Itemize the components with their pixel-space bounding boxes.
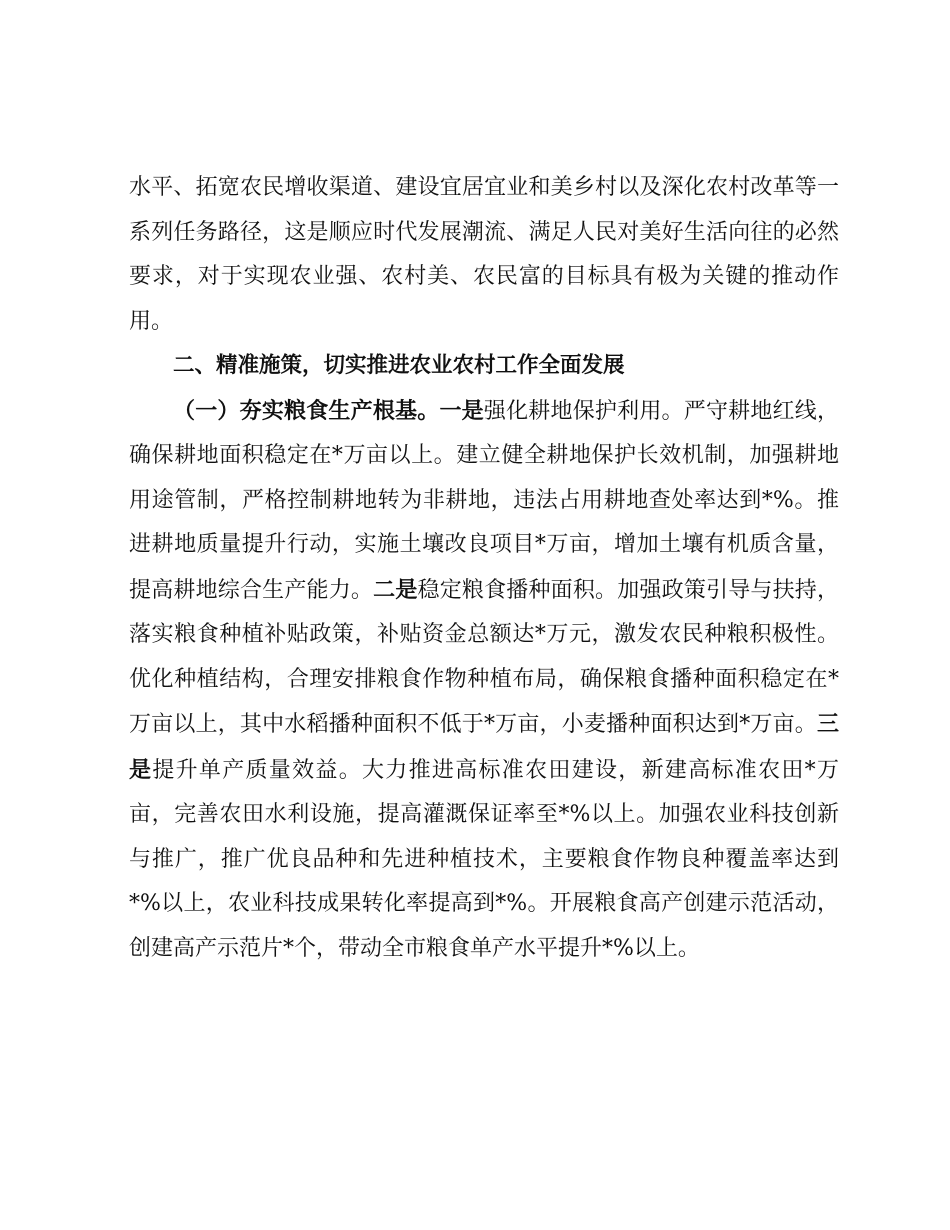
document-body [129,166,839,971]
intro-paragraph: 水平、拓宽农民增收渠道、建设宜居宜业和美乡村以及深化农村改革等一系列任务路径，这是顺应时代发展潮流、满足人民对美好生活向往的必然要求，对于实现农业强、农村美、农民富的目标具有极为关键的推动作用。 [129,175,839,334]
subsection-paragraph [129,389,839,972]
subsection-title: （一）夯实粮食生产根基。 [173,397,440,424]
point3-label: 三是 [129,711,839,783]
point1-label: 一是 [439,397,484,424]
point1-text: 强化耕地保护利用。严守耕地红线，确保耕地面积稳定在*万亩以上。建立健全耕地保护长效机制，加强耕地用途管制，严格控制耕地转为非耕地，违法占用耕地查处率达到*%。推进耕地质量提升行动，实施土壤改良项目*万亩，增加土壤有机质含量，提高耕地综合生产能力。 [129,398,839,603]
point3-text: 提升单产质量效益。大力推进高标准农田建设，新建高标准农田*万亩，完善农田水利设施，提高灌溉保证率至*%以上。加强农业科技创新与推广，推广优良品种和先进种植技术，主要粮食作物良种覆盖率达到*%以上，农业科技成果转化率提高到*%。开展粮食高产创建示范活动，创建高产示范片*个，带动全市粮食单产水平提升*%以上。 [129,757,839,961]
point2-text: 稳定粮食播种面积。加强政策引导与扶持，落实粮食种植补贴政策，补贴资金总额达*万元，激发农民种粮积极性。优化种植结构，合理安排粮食作物种植布局，确保粮食播种面积稳定在*万亩以上，其中水稻播种面积不低于*万亩，小麦播种面积达到*万亩。 [129,577,839,737]
section-heading: 二、精准施策，切实推进农业农村工作全面发展 [173,353,625,378]
point2-label: 二是 [373,576,418,603]
